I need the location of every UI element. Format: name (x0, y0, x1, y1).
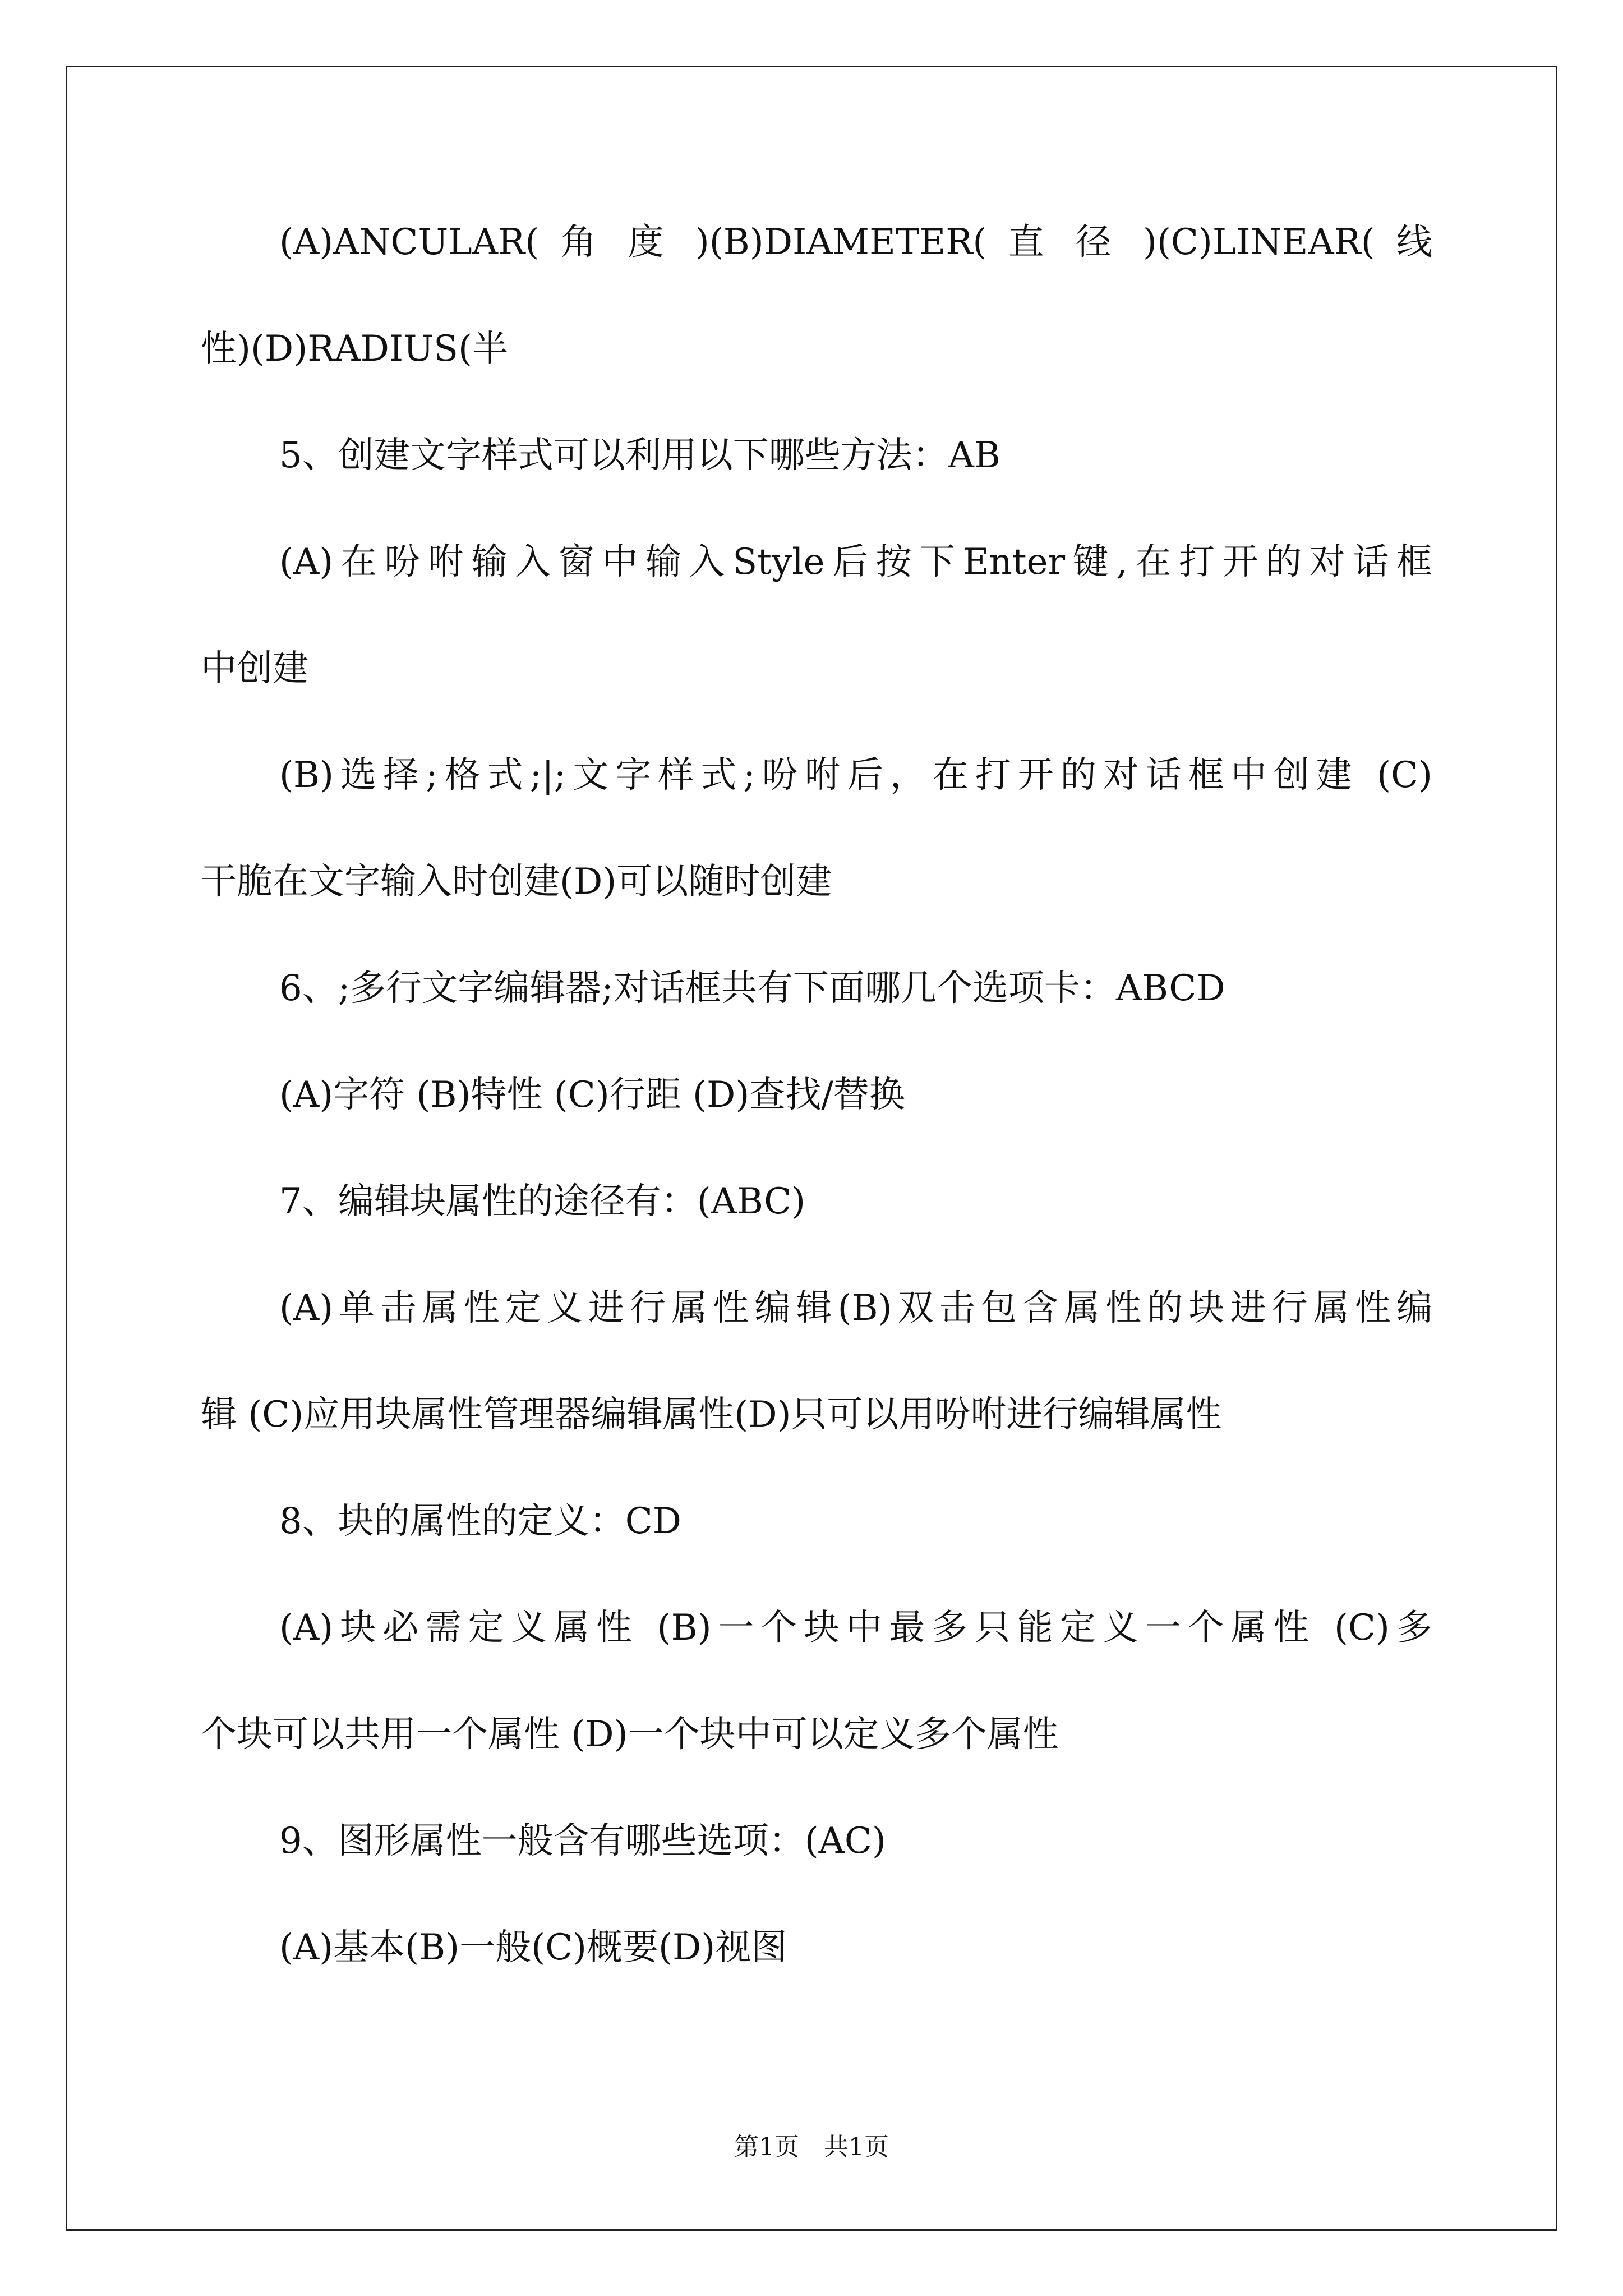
answer-line: (A)在吩咐输入窗中输入Style后按下Enter键,在打开的对话框 (279, 541, 1432, 583)
text-line: 性)(D)RADIUS(半 (201, 328, 508, 370)
question-6: 6、;多行文字编辑器;对话框共有下面哪几个选项卡：ABCD (279, 968, 1225, 1009)
question-7: 7、编辑块属性的途径有：(ABC) (279, 1181, 806, 1222)
text-line: 个块可以共用一个属性 (D)一个块中可以定义多个属性 (201, 1714, 1059, 1755)
text-line: 中创建 (201, 648, 308, 689)
page-footer: 第1页 共1页 (734, 2133, 889, 2161)
answer-line: (A)单击属性定义进行属性编辑(B)双击包含属性的块进行属性编 (279, 1287, 1432, 1329)
text-line: 辑 (C)应用块属性管理器编辑属性(D)只可以用吩咐进行编辑属性 (201, 1394, 1222, 1435)
answer-line: (A)基本(B)一般(C)概要(D)视图 (279, 1927, 787, 1968)
text-line: (A)ANCULAR( 角 度 )(B)DIAMETER( 直 径 )(C)LINEAR( 线 (279, 222, 1432, 263)
answer-line: (B)选择;格式;|;文字样式;吩咐后，在打开的对话框中创建 (C) (279, 754, 1432, 796)
answer-line: (A)字符 (B)特性 (C)行距 (D)查找/替换 (279, 1074, 905, 1116)
question-5: 5、创建文字样式可以利用以下哪些方法：AB (279, 435, 1000, 476)
text-line: 干脆在文字输入时创建(D)可以随时创建 (201, 861, 832, 903)
question-8: 8、块的属性的定义：CD (279, 1501, 681, 1542)
question-9: 9、图形属性一般含有哪些选项：(AC) (279, 1820, 886, 1862)
page-border (66, 66, 1557, 2231)
answer-line: (A)块必需定义属性 (B)一个块中最多只能定义一个属性 (C)多 (279, 1607, 1432, 1649)
